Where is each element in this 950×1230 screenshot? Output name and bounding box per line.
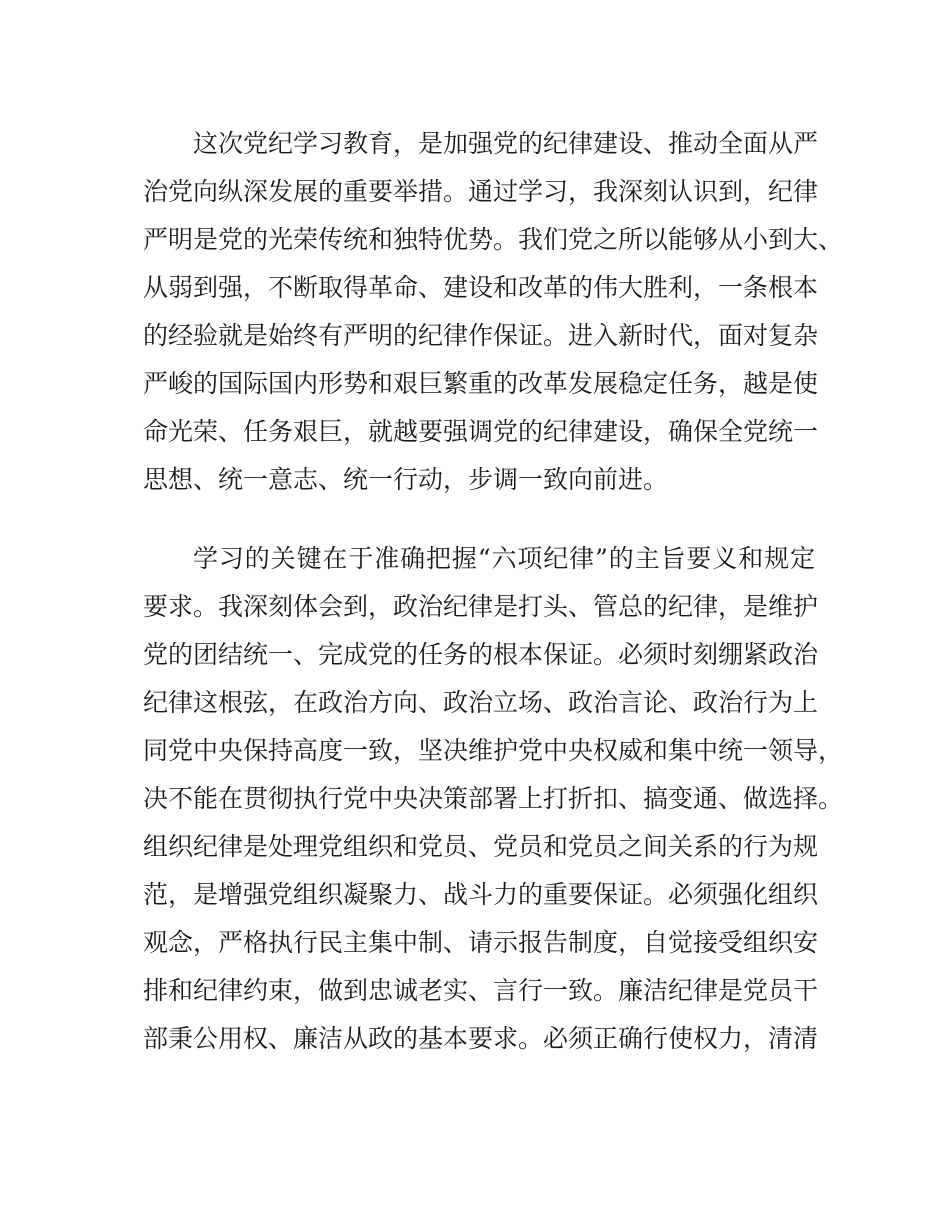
- text-line: 从弱到强，不断取得革命、建设和改革的伟大胜利，一条根本: [143, 273, 819, 302]
- text-line: 严峻的国际国内形势和艰巨繁重的改革发展稳定任务，越是使: [143, 369, 819, 398]
- text-line: 要求。我深刻体会到，政治纪律是打头、管总的纪律，是维护: [143, 592, 819, 621]
- text-line: 思想、统一意志、统一行动，步调一致向前进。: [143, 465, 669, 494]
- text-line: 同党中央保持高度一致，坚决维护党中央权威和集中统一领导，: [143, 736, 844, 765]
- text-line: 纪律这根弦，在政治方向、政治立场、政治言论、政治行为上: [143, 688, 819, 717]
- document-body: [143, 120, 844, 1063]
- text-line: 这次党纪学习教育，是加强党的纪律建设、推动全面从严: [193, 129, 819, 158]
- text-line: 党的团结统一、完成党的任务的根本保证。必须时刻绷紧政治: [143, 640, 819, 669]
- text-line: 治党向纵深发展的重要举措。通过学习，我深刻认识到，纪律: [143, 177, 819, 206]
- text-line: 范，是增强党组织凝聚力、战斗力的重要保证。必须强化组织: [143, 880, 819, 909]
- text-line: 的经验就是始终有严明的纪律作保证。进入新时代，面对复杂: [143, 321, 819, 350]
- text-line: 命光荣、任务艰巨，就越要强调党的纪律建设，确保全党统一: [143, 417, 819, 446]
- text-line: 部秉公用权、廉洁从政的基本要求。必须正确行使权力，清清: [143, 1024, 819, 1053]
- text-line: 决不能在贯彻执行党中央决策部署上打折扣、搞变通、做选择。: [143, 784, 844, 813]
- text-line: 组织纪律是处理党组织和党员、党员和党员之间关系的行为规: [143, 832, 819, 861]
- paragraph-party-discipline-education: [143, 120, 844, 504]
- paragraph-six-disciplines: [143, 535, 844, 1063]
- text-line: 排和纪律约束，做到忠诚老实、言行一致。廉洁纪律是党员干: [143, 976, 819, 1005]
- text-line: 严明是党的光荣传统和独特优势。我们党之所以能够从小到大、: [143, 225, 844, 254]
- text-line: 学习的关键在于准确把握“六项纪律”的主旨要义和规定: [193, 544, 815, 573]
- text-line: 观念，严格执行民主集中制、请示报告制度，自觉接受组织安: [143, 928, 819, 957]
